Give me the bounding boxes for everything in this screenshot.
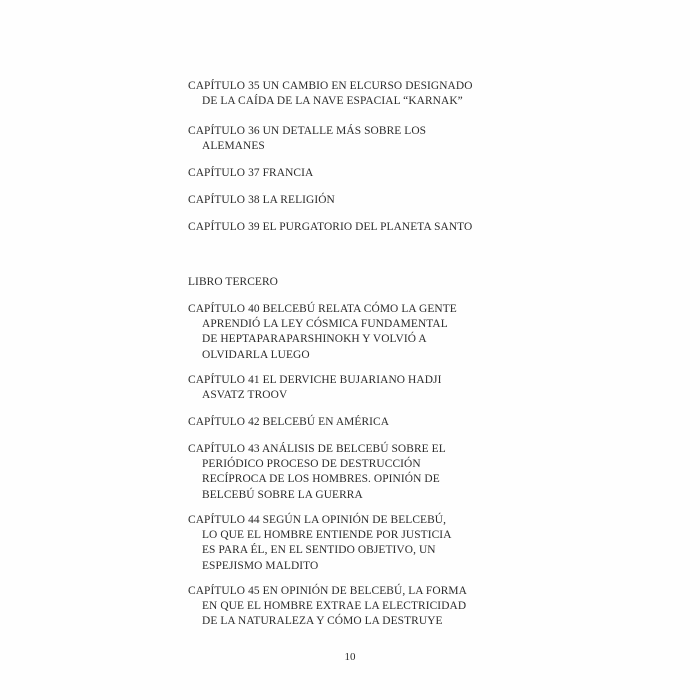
section-heading-libro-tercero: [188, 275, 488, 290]
toc-line: ALEMANES: [202, 140, 265, 153]
toc-line: OLVIDARLA LUEGO: [202, 348, 310, 361]
toc-entry-chapter-42: [188, 415, 488, 430]
toc-line: DE HEPTAPARAPARSHINOKH Y VOLVIÓ A: [202, 333, 427, 346]
toc-line: CAPÍTULO 42 BELCEBÚ EN AMÉRICA: [188, 416, 390, 428]
toc-entry-chapter-38: [188, 193, 488, 208]
toc-line: CAPÍTULO 44 SEGÚN LA OPINIÓN DE BELCEBÚ,: [188, 514, 447, 526]
toc-line: CAPÍTULO 41 EL DERVICHE BUJARIANO HADJI: [188, 374, 442, 386]
toc-line: CAPÍTULO 38 LA RELIGIÓN: [188, 194, 335, 206]
toc-line: ES PARA ÉL, EN EL SENTIDO OBJETIVO, UN: [202, 544, 436, 557]
toc-entry-chapter-45: [188, 584, 488, 630]
toc-line: BELCEBÚ SOBRE LA GUERRA: [202, 488, 363, 501]
toc-line: CAPÍTULO 37 FRANCIA: [188, 167, 314, 179]
toc-line: LO QUE EL HOMBRE ENTIENDE POR JUSTICIA: [202, 529, 452, 542]
toc-line: CAPÍTULO 45 EN OPINIÓN DE BELCEBÚ, LA FORMA: [188, 585, 467, 597]
toc-line: CAPÍTULO 40 BELCEBÚ RELATA CÓMO LA GENTE: [188, 303, 457, 315]
toc-line: DE LA NATURALEZA Y CÓMO LA DESTRUYE: [202, 615, 443, 628]
toc-line: DE LA CAÍDA DE LA NAVE ESPACIAL “KARNAK”: [202, 95, 463, 108]
toc-entry-chapter-39: [188, 220, 488, 235]
toc-entry-chapter-37: [188, 166, 488, 181]
toc-line: PERIÓDICO PROCESO DE DESTRUCCIÓN: [202, 458, 421, 471]
toc-entry-chapter-41: [188, 373, 488, 403]
toc-line: RECÍPROCA DE LOS HOMBRES. OPINIÓN DE: [202, 473, 440, 486]
toc-entry-chapter-40: [188, 302, 488, 363]
toc-line: ASVATZ TROOV: [202, 389, 288, 402]
toc-line: CAPÍTULO 39 EL PURGATORIO DEL PLANETA SANTO: [188, 221, 473, 233]
toc-line: APRENDIÓ LA LEY CÓSMICA FUNDAMENTAL: [202, 318, 448, 331]
page-number: 10: [344, 651, 356, 663]
toc-line: ESPEJISMO MALDITO: [202, 559, 319, 572]
toc-line: EN QUE EL HOMBRE EXTRAE LA ELECTRICIDAD: [202, 600, 467, 613]
toc-entry-chapter-35: [188, 79, 488, 109]
section-heading: LIBRO TERCERO: [188, 276, 279, 288]
toc-entry-chapter-43: [188, 442, 488, 503]
toc-entry-chapter-44: [188, 513, 488, 574]
toc-line: CAPÍTULO 35 UN CAMBIO EN ELCURSO DESIGNADO: [188, 80, 473, 92]
toc-entry-chapter-36: [188, 124, 488, 154]
toc-line: CAPÍTULO 36 UN DETALLE MÁS SOBRE LOS: [188, 125, 427, 137]
toc-line: CAPÍTULO 43 ANÁLISIS DE BELCEBÚ SOBRE EL: [188, 443, 446, 455]
